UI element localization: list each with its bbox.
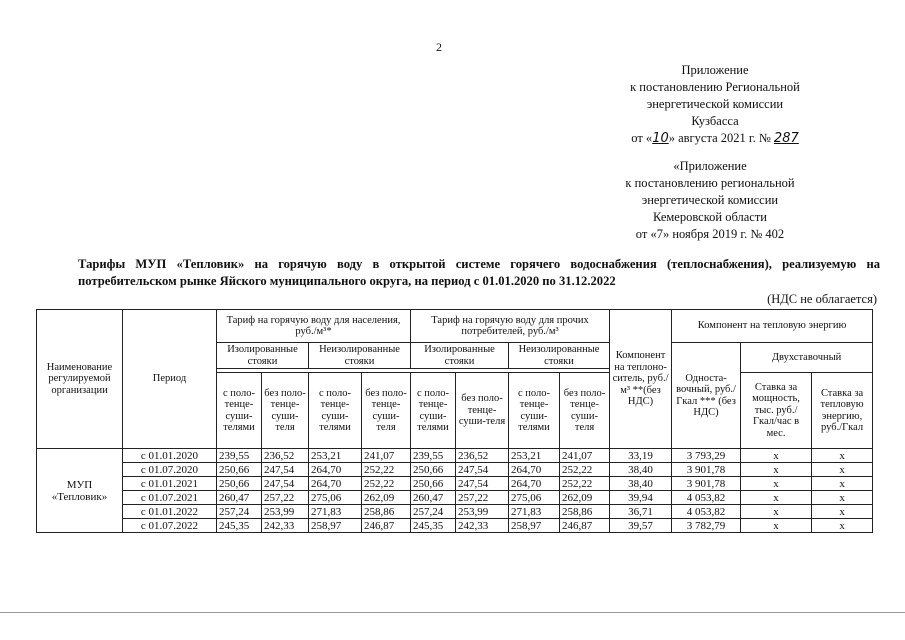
value-cell: 36,71 (610, 505, 672, 519)
value-cell: 252,22 (362, 477, 411, 491)
tariff-table (36, 309, 873, 533)
table-row (37, 505, 873, 519)
header-pop-tariff: Тариф на горячую воду для населения, руб./м³* (217, 310, 411, 343)
header-without-towel: без поло-тенце-суши-теля (456, 373, 509, 449)
value-cell: х (741, 519, 812, 533)
value-cell: 3 793,29 (672, 449, 741, 463)
value-cell: 271,83 (309, 505, 362, 519)
header-insulated: Изолированные стояки (411, 343, 509, 369)
appendix-old-line: Кемеровской области (652, 210, 768, 224)
handwritten-day: 10 (652, 131, 669, 146)
value-cell: 252,22 (560, 477, 610, 491)
table-row (37, 519, 873, 533)
value-cell: 247,54 (262, 463, 309, 477)
header-single-rate: Односта-вочный, руб./Гкал *** (без НДС) (672, 343, 741, 449)
table-row (37, 491, 873, 505)
value-cell: 264,70 (509, 463, 560, 477)
header-two-rate: Двухставочный (741, 343, 873, 373)
header-energy: Компонент на тепловую энергию (672, 310, 873, 343)
appendix-old-header (600, 158, 820, 243)
org-name: МУП «Тепловик» (37, 449, 123, 533)
header-org: Наименование регулируемой организации (37, 310, 123, 449)
value-cell: 3 782,79 (672, 519, 741, 533)
date-prefix: от « (631, 131, 653, 145)
value-cell: 241,07 (560, 449, 610, 463)
appendix-old-line: энергетической комиссии (641, 193, 779, 207)
period-cell: с 01.07.2020 (123, 463, 217, 477)
value-cell: 4 053,82 (672, 491, 741, 505)
period-cell: с 01.01.2020 (123, 449, 217, 463)
value-cell: 239,55 (217, 449, 262, 463)
appendix-new-line: Кузбасса (691, 114, 739, 128)
value-cell: х (812, 519, 873, 533)
period-cell: с 01.01.2021 (123, 477, 217, 491)
value-cell: 257,22 (262, 491, 309, 505)
value-cell: 252,22 (362, 463, 411, 477)
header-with-towel: с поло-тенце-суши-телями (309, 373, 362, 449)
value-cell: 245,35 (217, 519, 262, 533)
value-cell: 250,66 (217, 463, 262, 477)
value-cell: 241,07 (362, 449, 411, 463)
value-cell: 236,52 (456, 449, 509, 463)
value-cell: х (812, 505, 873, 519)
header-capacity-rate: Ставка за мощность, тыс. руб./ Гкал/час в мес. (741, 373, 812, 449)
date-suffix: » августа 2021 г. № (668, 131, 771, 145)
header-non-insulated: Неизолированные стояки (509, 343, 610, 369)
value-cell: 262,09 (560, 491, 610, 505)
table-row (37, 477, 873, 491)
appendix-new-header (590, 62, 840, 147)
value-cell: 38,40 (610, 463, 672, 477)
appendix-old-line: от «7» ноября 2019 г. № 402 (635, 227, 785, 241)
value-cell: х (741, 463, 812, 477)
appendix-old-line: к постановлению региональной (625, 176, 795, 190)
value-cell: 250,66 (411, 463, 456, 477)
value-cell: 3 901,78 (672, 463, 741, 477)
handwritten-number: 287 (773, 131, 799, 146)
value-cell: х (812, 491, 873, 505)
header-with-towel: с поло-тенце-суши-телями (411, 373, 456, 449)
value-cell: 245,35 (411, 519, 456, 533)
header-period: Период (123, 310, 217, 449)
value-cell: 260,47 (411, 491, 456, 505)
period-cell: с 01.07.2022 (123, 519, 217, 533)
appendix-new-line: к постановлению Региональной (630, 80, 800, 94)
value-cell: 246,87 (560, 519, 610, 533)
value-cell: 253,99 (262, 505, 309, 519)
value-cell: х (812, 477, 873, 491)
value-cell: 239,55 (411, 449, 456, 463)
value-cell: х (741, 477, 812, 491)
header-with-towel: с поло-тенце-суши-телями (217, 373, 262, 449)
value-cell: 247,54 (262, 477, 309, 491)
value-cell: х (741, 491, 812, 505)
header-without-towel: без поло-тенце-суши-теля (362, 373, 411, 449)
value-cell: 246,87 (362, 519, 411, 533)
appendix-new-line: энергетической комиссии (646, 97, 784, 111)
value-cell: 258,86 (560, 505, 610, 519)
table-body (37, 449, 873, 533)
value-cell: 250,66 (217, 477, 262, 491)
value-cell: 264,70 (309, 477, 362, 491)
value-cell: 38,40 (610, 477, 672, 491)
header-without-towel: без поло-тенце-суши-теля (560, 373, 610, 449)
value-cell: 253,21 (509, 449, 560, 463)
table-row (37, 463, 873, 477)
value-cell: 258,97 (509, 519, 560, 533)
value-cell: х (741, 449, 812, 463)
header-energy-rate: Ставка за тепловую энергию, руб./Гкал (812, 373, 873, 449)
period-cell: с 01.01.2022 (123, 505, 217, 519)
value-cell: 33,19 (610, 449, 672, 463)
header-with-towel: с поло-тенце-суши-телями (509, 373, 560, 449)
value-cell: 4 053,82 (672, 505, 741, 519)
value-cell: 275,06 (309, 491, 362, 505)
value-cell: 257,24 (217, 505, 262, 519)
value-cell: 271,83 (509, 505, 560, 519)
header-without-towel: без поло-тенце-суши-теля (262, 373, 309, 449)
value-cell: 236,52 (262, 449, 309, 463)
value-cell: х (812, 449, 873, 463)
value-cell: 275,06 (509, 491, 560, 505)
value-cell: 242,33 (456, 519, 509, 533)
value-cell: 247,54 (456, 463, 509, 477)
value-cell: х (812, 463, 873, 477)
value-cell: х (741, 505, 812, 519)
appendix-new-line: Приложение (681, 63, 749, 77)
vat-note: (НДС не облагается) (767, 292, 877, 306)
value-cell: 39,57 (610, 519, 672, 533)
value-cell: 258,97 (309, 519, 362, 533)
value-cell: 252,22 (560, 463, 610, 477)
value-cell: 257,24 (411, 505, 456, 519)
header-other-tariff: Тариф на горячую воду для прочих потребителей, руб./м³ (411, 310, 610, 343)
value-cell: 264,70 (509, 477, 560, 491)
header-carrier: Компонент на теплоно-ситель, руб./м³ **(без НДС) (610, 310, 672, 449)
value-cell: 253,21 (309, 449, 362, 463)
header-non-insulated: Неизолированные стояки (309, 343, 411, 369)
value-cell: 247,54 (456, 477, 509, 491)
value-cell: 253,99 (456, 505, 509, 519)
footer-divider (0, 612, 905, 613)
value-cell: 250,66 (411, 477, 456, 491)
value-cell: 3 901,78 (672, 477, 741, 491)
value-cell: 242,33 (262, 519, 309, 533)
header-insulated: Изолированные стояки (217, 343, 309, 369)
value-cell: 39,94 (610, 491, 672, 505)
value-cell: 264,70 (309, 463, 362, 477)
page-number: 2 (436, 40, 442, 54)
value-cell: 258,86 (362, 505, 411, 519)
table-row (37, 449, 873, 463)
appendix-new-date (590, 130, 840, 147)
document-title: Тарифы МУП «Тепловик» на горячую воду в открытой системе горячего водоснабжения (теплоснабжения), реализуемую на потребительском рынке Яйского муниципального округа, на период с 01.01.2020 по 31.12.2022 (78, 257, 880, 288)
value-cell: 257,22 (456, 491, 509, 505)
appendix-old-line: «Приложение (673, 159, 747, 173)
value-cell: 260,47 (217, 491, 262, 505)
period-cell: с 01.07.2021 (123, 491, 217, 505)
value-cell: 262,09 (362, 491, 411, 505)
